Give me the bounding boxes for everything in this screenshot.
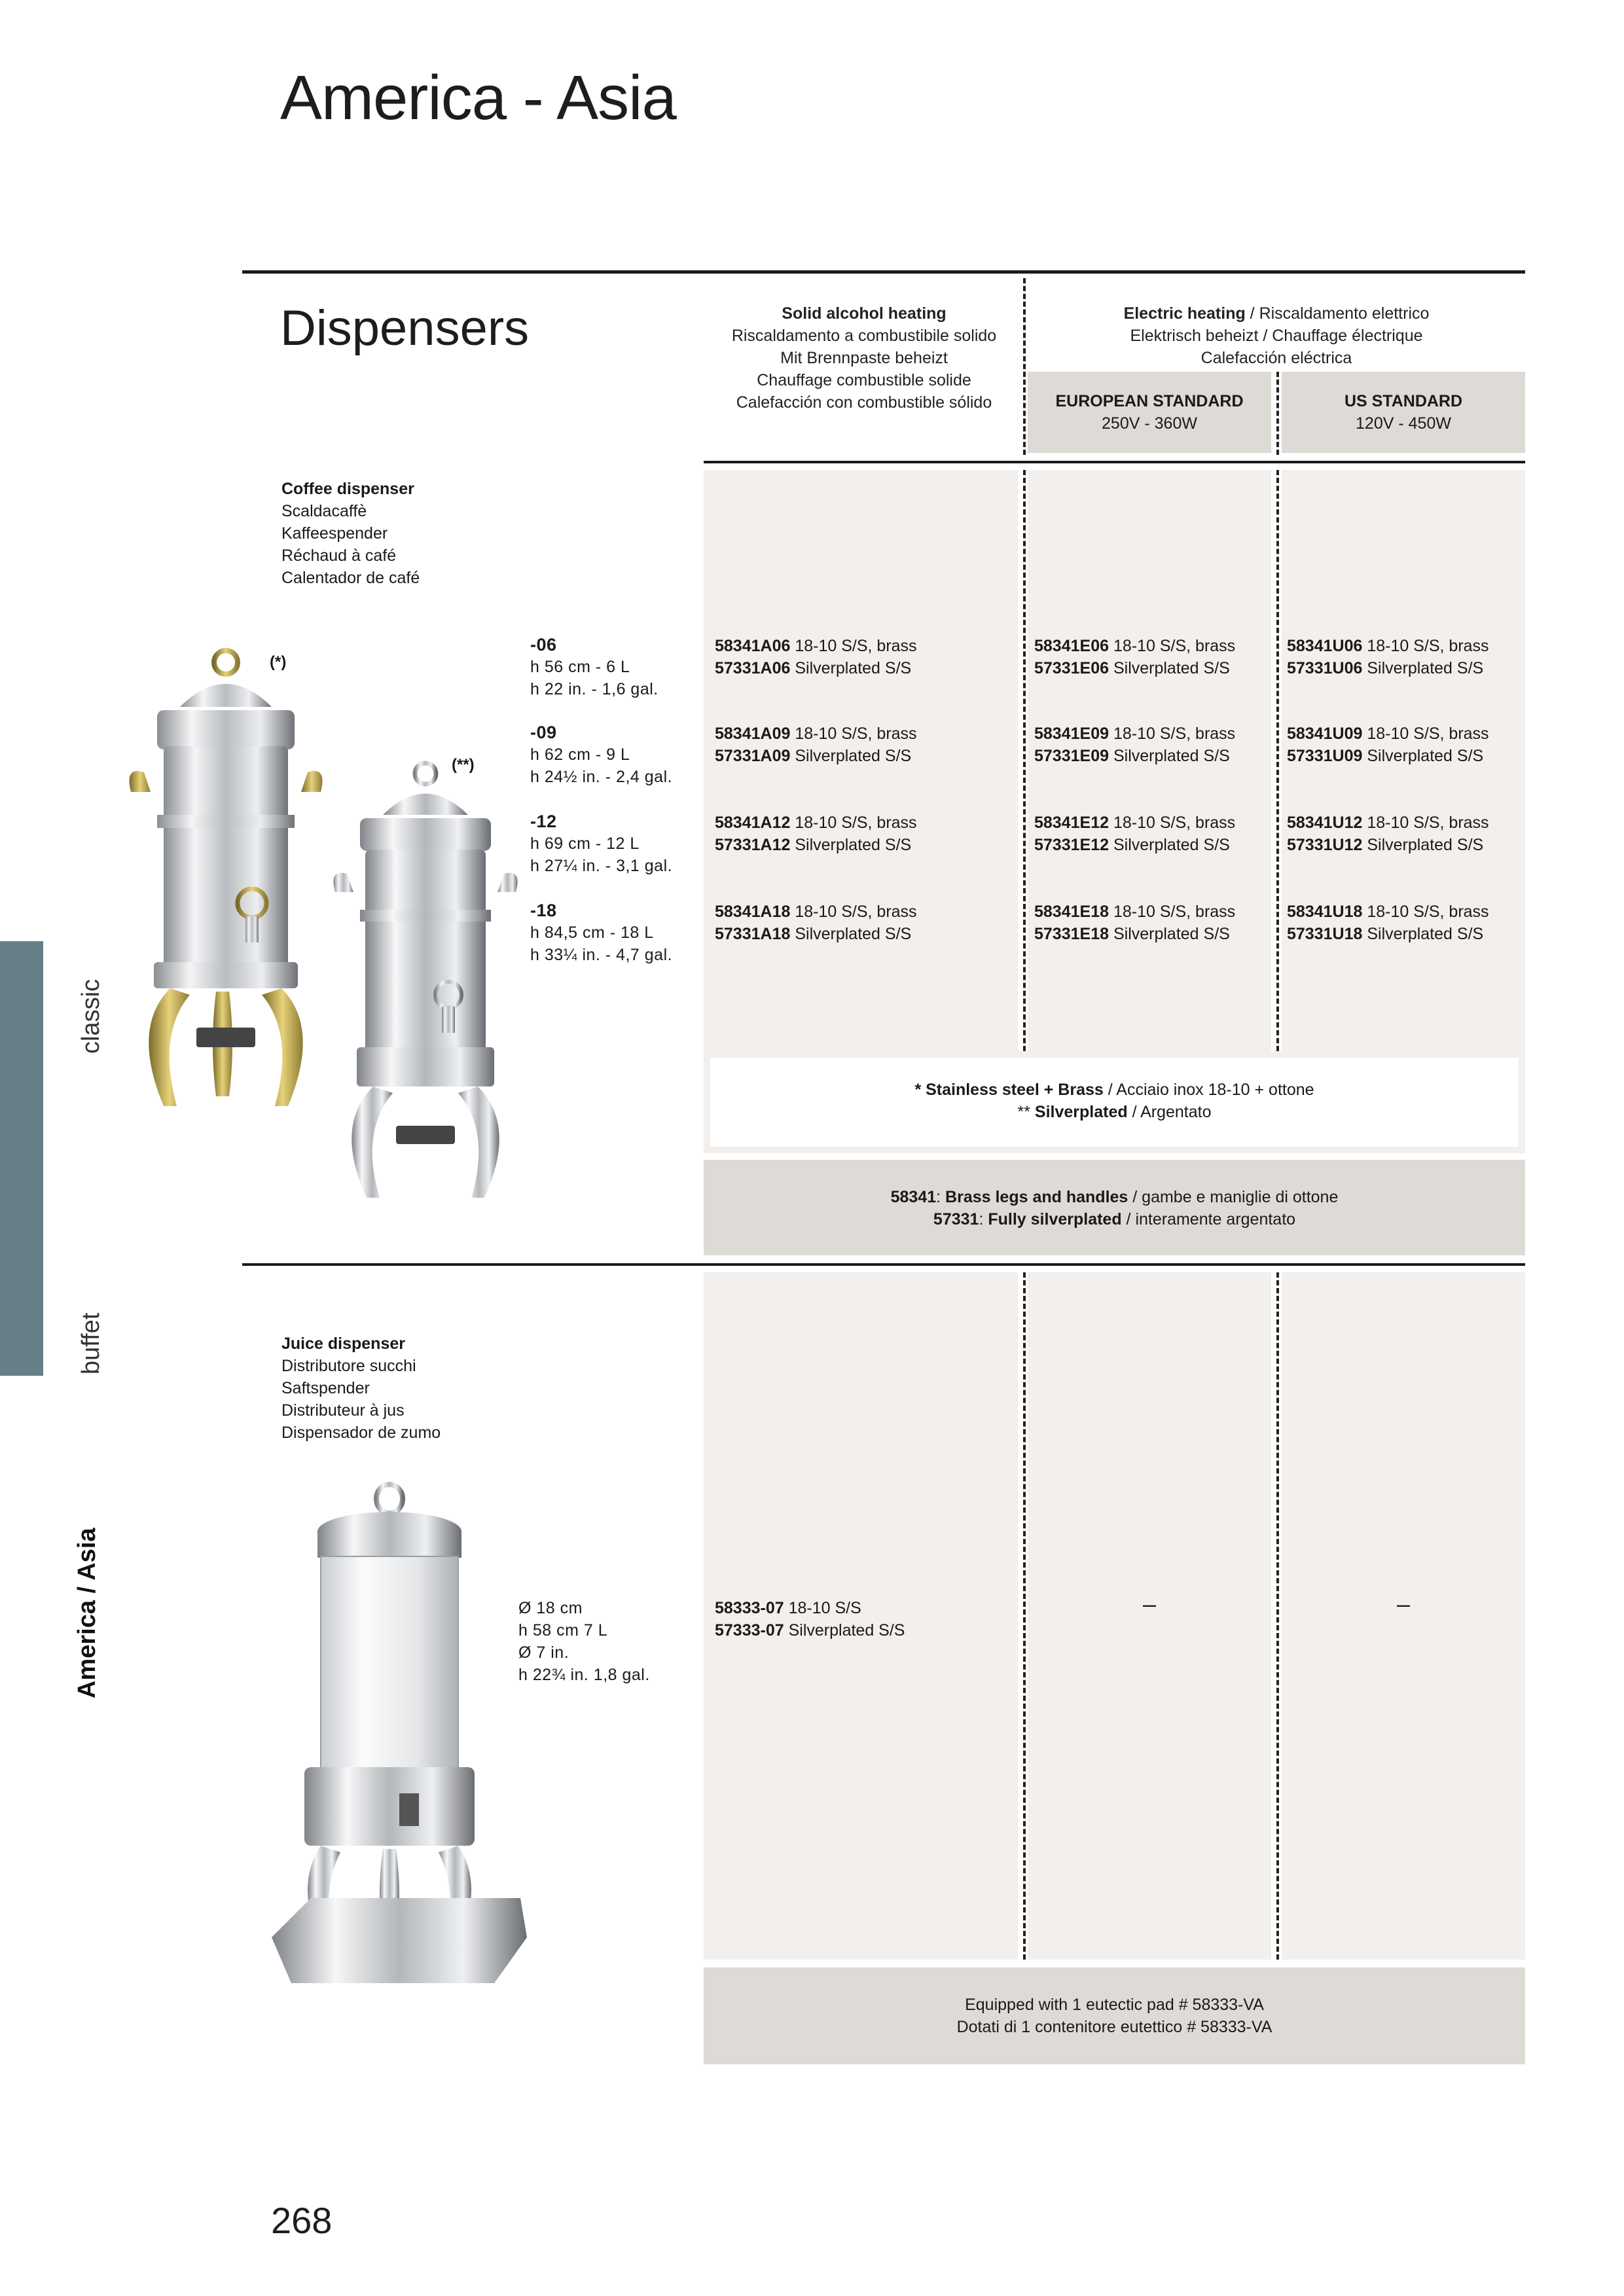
coffee-name-line: Réchaud à café: [281, 547, 397, 565]
page-title: America - Asia: [280, 63, 676, 133]
article-desc: Silverplated S/S: [1109, 659, 1230, 677]
size-code: -18: [530, 901, 557, 920]
series-rest: / gambe e maniglie di ottone: [1128, 1188, 1339, 1206]
juice-divider: [242, 1263, 1525, 1266]
header-alcohol-line: Riscaldamento a combustibile solido: [731, 327, 997, 345]
article-code: 58341U06: [1287, 637, 1363, 655]
article-code: 58341E12: [1034, 814, 1110, 832]
size-code: -09: [530, 723, 557, 742]
juice-dim: h 58 cm 7 L: [518, 1621, 608, 1640]
juice-note-line: Equipped with 1 eutectic pad # 58333-VA: [965, 1996, 1264, 2014]
material-note-bold: Silverplated: [1034, 1103, 1128, 1121]
article-code: 58341E18: [1034, 903, 1110, 921]
article-desc: 18-10 S/S, brass: [790, 637, 917, 655]
article-code: 58341E09: [1034, 725, 1110, 743]
article-code: 57331E09: [1034, 747, 1110, 765]
article-code: 58341A12: [715, 814, 791, 832]
header-alcohol-line: Calefacción con combustible sólido: [736, 393, 992, 412]
article-code: 57331A06: [715, 659, 791, 677]
article-code: 58341A06: [715, 637, 791, 655]
series-bold: Fully silverplated: [988, 1210, 1122, 1229]
article-desc: 18-10 S/S, brass: [1362, 814, 1489, 832]
size-imperial: h 22 in. - 1,6 gal.: [530, 680, 659, 698]
material-note-bold: * Stainless steel + Brass: [914, 1081, 1104, 1099]
page-number: 268: [271, 2200, 333, 2241]
article-code: 58341U09: [1287, 725, 1363, 743]
series-note: [704, 1160, 1525, 1255]
article-desc: 18-10 S/S, brass: [790, 725, 917, 743]
coffee-dispenser-image-brass: [118, 648, 334, 1145]
article-desc: 18-10 S/S, brass: [790, 903, 917, 921]
european-codes: [1034, 901, 1235, 945]
article-desc: 18-10 S/S: [784, 1599, 861, 1617]
size-metric: h 56 cm - 6 L: [530, 658, 630, 676]
article-code: 57331U06: [1287, 659, 1363, 677]
alcohol-codes: [715, 901, 917, 945]
sidebar-label-buffet: buffet: [77, 1312, 105, 1374]
article-desc: Silverplated S/S: [790, 659, 912, 677]
article-desc: Silverplated S/S: [1362, 747, 1484, 765]
article-code: 58341U12: [1287, 814, 1363, 832]
juice-note-line: Dotati di 1 contenitore eutettico # 58333-VA: [956, 2018, 1272, 2036]
us-codes: [1287, 901, 1489, 945]
material-note-box: [704, 1051, 1525, 1153]
article-desc: Silverplated S/S: [790, 836, 912, 854]
size-metric: h 84,5 cm - 18 L: [530, 924, 654, 942]
article-desc: Silverplated S/S: [1109, 747, 1230, 765]
article-desc: 18-10 S/S, brass: [1362, 637, 1489, 655]
section-title: Dispensers: [280, 300, 530, 356]
article-desc: 18-10 S/S, brass: [1109, 903, 1236, 921]
article-code: 57331U09: [1287, 747, 1363, 765]
article-desc: 18-10 S/S, brass: [1109, 725, 1236, 743]
size-imperial: h 24½ in. - 2,4 gal.: [530, 768, 673, 786]
size-imperial: h 33¼ in. - 4,7 gal.: [530, 946, 673, 964]
article-code: 58341U18: [1287, 903, 1363, 921]
coffee-name-line: Coffee dispenser: [281, 480, 414, 498]
alcohol-codes: [715, 635, 917, 679]
article-code: 57331A09: [715, 747, 791, 765]
article-code: 58341A09: [715, 725, 791, 743]
series-code: 58341: [890, 1188, 937, 1206]
article-desc: Silverplated S/S: [1362, 836, 1484, 854]
header-electric-bold: Electric heating: [1123, 304, 1246, 323]
header-dash-1: [1023, 278, 1026, 455]
coffee-size: [530, 810, 672, 877]
article-desc: 18-10 S/S, brass: [1362, 903, 1489, 921]
header-alcohol-line: Solid alcohol heating: [782, 304, 947, 323]
us-standard-box: [1282, 372, 1525, 453]
header-alcohol-line: Mit Brennpaste beheizt: [780, 349, 948, 367]
us-standard-label: US STANDARD: [1344, 392, 1463, 410]
article-code: 58333-07: [715, 1599, 784, 1617]
coffee-name-line: Kaffeespender: [281, 524, 388, 543]
coffee-size: [530, 899, 672, 966]
coffee-size: [530, 634, 659, 700]
juice-dim: h 22¾ in. 1,8 gal.: [518, 1666, 650, 1684]
alcohol-codes: [715, 812, 917, 856]
article-code: 58341E06: [1034, 637, 1110, 655]
european-standard-box: [1028, 372, 1271, 453]
juice-us-na: –: [1396, 1590, 1411, 1617]
us-codes: [1287, 812, 1489, 856]
material-note-rest: / Argentato: [1127, 1103, 1212, 1121]
article-desc: 18-10 S/S, brass: [790, 814, 917, 832]
juice-dash-2: [1276, 1272, 1279, 1960]
european-codes: [1034, 812, 1235, 856]
article-code: 57331E18: [1034, 925, 1110, 943]
european-codes: [1034, 723, 1235, 767]
article-code: 58341A18: [715, 903, 791, 921]
series-bold: Brass legs and handles: [945, 1188, 1128, 1206]
coffee-name: [281, 478, 420, 589]
series-sep: :: [936, 1188, 946, 1206]
sidebar-label-classic: classic: [77, 978, 105, 1054]
article-desc: Silverplated S/S: [784, 1621, 905, 1640]
size-metric: h 62 cm - 9 L: [530, 745, 630, 764]
sidebar-accent-bar: [0, 941, 43, 1376]
coffee-dispenser-image-silver: [321, 759, 530, 1230]
juice-name-line: Juice dispenser: [281, 1335, 405, 1353]
juice-dispenser-image: [259, 1479, 540, 2003]
header-divider: [704, 461, 1525, 463]
us-codes: [1287, 635, 1489, 679]
alcohol-codes: [715, 723, 917, 767]
juice-dash-1: [1023, 1272, 1026, 1960]
european-standard-label: EUROPEAN STANDARD: [1055, 392, 1244, 410]
article-desc: Silverplated S/S: [1362, 925, 1484, 943]
coffee-dash-2: [1276, 470, 1279, 1051]
us-codes: [1287, 723, 1489, 767]
header-alcohol: [704, 302, 1024, 414]
coffee-dash-1: [1023, 470, 1026, 1051]
header-electric-line: Calefacción eléctrica: [1200, 349, 1352, 367]
juice-name-line: Saftspender: [281, 1379, 370, 1397]
article-code: 57331U18: [1287, 925, 1363, 943]
article-code: 57331A12: [715, 836, 791, 854]
article-desc: 18-10 S/S, brass: [1109, 814, 1236, 832]
article-code: 57331U12: [1287, 836, 1363, 854]
material-note: [710, 1058, 1519, 1147]
size-metric: h 69 cm - 12 L: [530, 834, 640, 853]
juice-alcohol-codes: [715, 1597, 905, 1641]
series-rest: / interamente argentato: [1121, 1210, 1296, 1229]
juice-name: [281, 1333, 441, 1444]
marker-silver: (**): [452, 756, 475, 774]
header-dash-2: [1276, 372, 1279, 455]
juice-dim: Ø 7 in.: [518, 1643, 569, 1662]
series-sep: :: [979, 1210, 988, 1229]
size-code: -12: [530, 812, 557, 831]
article-desc: 18-10 S/S, brass: [1109, 637, 1236, 655]
sidebar-label-america-asia: America / Asia: [73, 1528, 101, 1698]
juice-name-line: Dispensador de zumo: [281, 1424, 441, 1442]
header-alcohol-line: Chauffage combustible solide: [757, 371, 971, 389]
juice-european-na: –: [1142, 1590, 1157, 1617]
article-desc: Silverplated S/S: [1362, 659, 1484, 677]
european-codes: [1034, 635, 1235, 679]
material-note-rest: / Acciaio inox 18-10 + ottone: [1103, 1081, 1314, 1099]
european-standard-value: 250V - 360W: [1102, 414, 1197, 433]
header-electric: [1028, 302, 1525, 369]
top-divider: [242, 270, 1525, 274]
coffee-size: [530, 721, 672, 788]
article-desc: Silverplated S/S: [1109, 925, 1230, 943]
size-code: -06: [530, 635, 557, 655]
coffee-name-line: Scaldacaffè: [281, 502, 367, 520]
article-desc: Silverplated S/S: [790, 747, 912, 765]
juice-name-line: Distributeur à jus: [281, 1401, 405, 1420]
article-code: 57331A18: [715, 925, 791, 943]
header-electric-rest: / Riscaldamento elettrico: [1245, 304, 1430, 323]
article-desc: Silverplated S/S: [790, 925, 912, 943]
article-code: 57331E06: [1034, 659, 1110, 677]
juice-dim: Ø 18 cm: [518, 1599, 583, 1617]
marker-brass: (*): [270, 653, 287, 671]
us-standard-value: 120V - 450W: [1356, 414, 1451, 433]
juice-name-line: Distributore succhi: [281, 1357, 416, 1375]
article-code: 57331E12: [1034, 836, 1110, 854]
header-electric-line: Elektrisch beheizt / Chauffage électrique: [1130, 327, 1423, 345]
article-desc: 18-10 S/S, brass: [1362, 725, 1489, 743]
size-imperial: h 27¼ in. - 3,1 gal.: [530, 857, 673, 875]
article-code: 57333-07: [715, 1621, 784, 1640]
article-desc: Silverplated S/S: [1109, 836, 1230, 854]
coffee-name-line: Calentador de café: [281, 569, 420, 587]
material-note-prefix: **: [1017, 1103, 1035, 1121]
series-code: 57331: [933, 1210, 979, 1229]
juice-note: [704, 1967, 1525, 2064]
